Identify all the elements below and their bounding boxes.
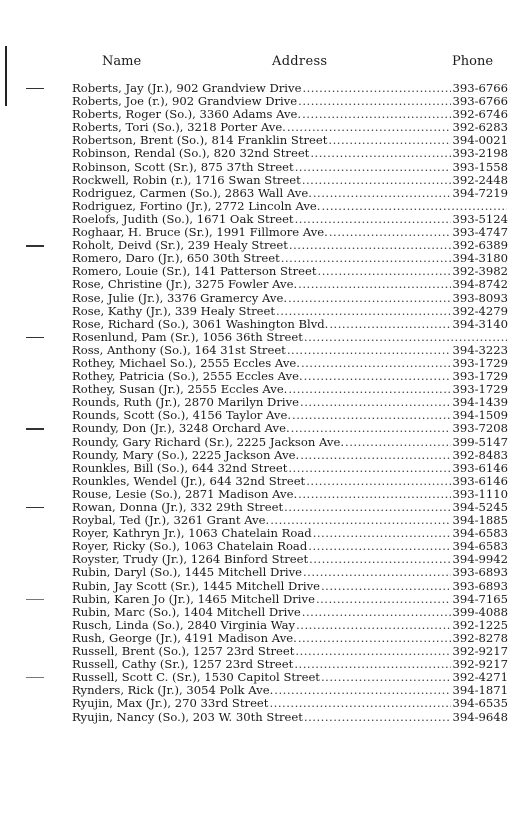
dot-leader: [269, 697, 451, 710]
list-item: [0, 200, 526, 213]
directory-entry: [72, 632, 508, 645]
directory-entry: [72, 252, 508, 265]
entry-phone: 393-1729: [452, 370, 508, 384]
entry-phone: 394-7219: [452, 186, 508, 200]
phone-column-heading: Phone: [452, 54, 494, 69]
entry-name-address: Russell, Brent (So.), 1257 23rd Street: [72, 645, 295, 659]
directory-entry: [72, 121, 508, 134]
list-item: [0, 239, 526, 252]
dot-leader: [301, 357, 452, 370]
name-column-heading: Name: [102, 54, 142, 69]
entry-name-address: Rush, George (Jr.), 4191 Madison Ave.: [72, 631, 297, 645]
list-item: [0, 265, 526, 278]
directory-entry: [72, 527, 508, 540]
directory-entry: [72, 357, 508, 370]
entry-phone: 394-5245: [452, 501, 508, 514]
entry-phone: 394-6535: [452, 697, 508, 711]
entry-name-address: Romero, Daro (Jr.), 650 30th Street: [72, 252, 280, 266]
list-item: [0, 396, 526, 409]
dot-leader: [300, 449, 451, 462]
list-item: [0, 82, 526, 95]
list-item: [0, 475, 526, 488]
dot-leader: [281, 252, 452, 265]
list-item: [0, 357, 526, 370]
entry-name-address: Rubin, Daryl (So.), 1445 Mitchell Drive: [72, 566, 302, 580]
entry-phone: 399-5147: [452, 435, 508, 449]
dot-leader: [296, 619, 451, 632]
entry-name-address: Rodriguez, Carmen (So.), 2863 Wall Ave.: [72, 186, 312, 200]
dot-leader: [304, 711, 452, 724]
list-item: [0, 462, 526, 475]
directory-entry: [72, 278, 508, 291]
list-item: [0, 540, 526, 553]
list-item: [0, 108, 526, 121]
entry-name-address: Rose, Julie (Jr.), 3376 Gramercy Ave.: [72, 291, 288, 305]
entry-phone: 393-7208: [452, 422, 508, 436]
entry-name-address: Rounkles, Bill (So.), 644 32nd Street: [72, 461, 288, 475]
list-item: [0, 632, 526, 645]
entry-phone: 394-3223: [452, 343, 508, 357]
dot-leader: [288, 292, 451, 305]
entry-phone: 393-6893: [452, 579, 508, 593]
entry-phone: 394-1871: [452, 684, 508, 698]
entry-name-address: Robertson, Brent (So.), 814 Franklin Street: [72, 134, 328, 148]
margin-tick-mark: [26, 428, 44, 429]
entry-name-address: Rodriguez, Fortino (Jr.), 2772 Lincoln Ave.: [72, 199, 321, 213]
directory-entry: [72, 174, 508, 187]
list-item: [0, 383, 526, 396]
margin-tick-mark: [26, 677, 44, 678]
entry-name-address: Rounds, Ruth (Jr.), 2870 Marilyn Drive: [72, 396, 300, 410]
entry-phone: 393-1110: [452, 487, 508, 501]
dot-leader: [321, 580, 451, 593]
entry-name-address: Royer, Ricky (So.), 1063 Chatelain Road: [72, 540, 308, 554]
entry-name-address: Roberts, Joe (r.), 902 Grandview Drive: [72, 95, 298, 109]
entry-phone: 394-1509: [452, 409, 508, 423]
address-column-heading: Address: [272, 54, 328, 69]
directory-listing: [0, 82, 526, 724]
directory-entry: [72, 161, 508, 174]
entry-name-address: Roundy, Mary (So.), 2225 Jackson Ave.: [72, 448, 300, 462]
entry-name-address: Royer, Kathryn Jr.), 1063 Chatelain Road: [72, 527, 312, 541]
directory-entry: [72, 540, 508, 553]
entry-name-address: Rose, Kathy (Jr.), 339 Healy Street: [72, 304, 276, 318]
entry-phone: 393-5124: [452, 212, 508, 226]
dot-leader: [304, 331, 507, 344]
entry-name-address: Ryujin, Max (Jr.), 270 33rd Street: [72, 697, 269, 711]
list-item: [0, 278, 526, 291]
margin-tick-mark: [26, 507, 44, 508]
directory-entry: [72, 213, 508, 226]
entry-name-address: Robinson, Scott (Sr.), 875 37th Street: [72, 160, 294, 174]
entry-name-address: Royster, Trudy (Jr.), 1264 Binford Street: [72, 553, 309, 567]
entry-phone: 393-6766: [452, 82, 508, 95]
dot-leader: [306, 475, 451, 488]
list-item: [0, 305, 526, 318]
dot-leader: [298, 632, 452, 645]
entry-phone: 393-1729: [452, 356, 508, 370]
directory-entry: [72, 370, 508, 383]
directory-entry: [72, 566, 508, 579]
margin-tick-mark: [26, 337, 44, 338]
entry-name-address: Rockwell, Robin (r.), 1716 Swan Street: [72, 173, 301, 187]
dot-leader: [302, 606, 452, 619]
list-item: [0, 134, 526, 147]
entry-phone: 392-4279: [452, 304, 508, 318]
entry-name-address: Rubin, Marc (So.), 1404 Mitchell Drive: [72, 605, 301, 619]
directory-entry: [72, 226, 508, 239]
entry-phone: 393-6766: [452, 95, 508, 109]
dot-leader: [289, 239, 452, 252]
list-item: [0, 645, 526, 658]
list-item: [0, 566, 526, 579]
entry-name-address: Roghaar, H. Bruce (Sr.), 1991 Fillmore Ave.: [72, 226, 328, 240]
entry-name-address: Rose, Christine (Jr.), 3275 Fowler Ave.: [72, 278, 298, 292]
directory-entry: [72, 265, 508, 278]
list-item: [0, 226, 526, 239]
dot-leader: [310, 147, 451, 160]
entry-phone: 394-6583: [452, 540, 508, 554]
entry-phone: 393-1729: [452, 383, 508, 397]
dot-leader: [287, 344, 452, 357]
entry-name-address: Rubin, Jay Scott (Sr.), 1445 Mitchell Drive: [72, 579, 320, 593]
dot-leader: [328, 134, 451, 147]
margin-tick-mark: [26, 245, 44, 246]
directory-entry: [72, 645, 508, 658]
entry-phone: 393-2198: [452, 147, 508, 161]
list-item: [0, 370, 526, 383]
entry-phone: 393-8093: [452, 291, 508, 305]
list-item: [0, 213, 526, 226]
entry-phone: 399-4088: [452, 605, 508, 619]
list-item: [0, 658, 526, 671]
entry-phone: 394-9942: [452, 553, 508, 567]
list-item: [0, 684, 526, 697]
entry-phone: 392-9217: [452, 658, 508, 672]
dot-leader: [288, 462, 451, 475]
dot-leader: [313, 187, 452, 200]
entry-phone: 392-4271: [452, 671, 508, 685]
directory-entry: [72, 187, 508, 200]
list-item: [0, 422, 526, 435]
entry-name-address: Rothey, Patricia (So.), 2555 Eccles Ave.: [72, 370, 303, 384]
entry-name-address: Rusch, Linda (So.), 2840 Virginia Way: [72, 618, 296, 632]
entry-name-address: Romero, Louie (Sr.), 141 Patterson Street: [72, 265, 317, 279]
dot-leader: [309, 553, 451, 566]
directory-entry: [72, 409, 508, 422]
list-item: [0, 697, 526, 710]
dot-leader: [302, 82, 451, 95]
directory-entry: [72, 436, 508, 449]
directory-entry: [72, 383, 508, 396]
directory-entry: [72, 514, 508, 527]
directory-entry: [72, 580, 508, 593]
dot-leader: [302, 174, 452, 187]
directory-entry: [72, 318, 508, 331]
entry-phone: 394-1439: [452, 396, 508, 410]
entry-name-address: Rounds, Scott (So.), 4156 Taylor Ave.: [72, 409, 292, 423]
entry-name-address: Rynders, Rick (Jr.), 3054 Polk Ave.: [72, 684, 274, 698]
dot-leader: [295, 161, 452, 174]
entry-name-address: Rubin, Karen Jo (Jr.), 1465 Mitchell Drive: [72, 592, 315, 606]
list-item: [0, 527, 526, 540]
directory-entry: [72, 239, 508, 252]
directory-entry: [72, 331, 508, 344]
list-item: [0, 187, 526, 200]
entry-phone: 394-1885: [452, 514, 508, 528]
entry-name-address: Roholt, Deivd (Sr.), 239 Healy Street: [72, 239, 288, 253]
list-item: [0, 501, 526, 514]
entry-name-address: Roberts, Jay (Jr.), 902 Grandview Drive: [72, 82, 302, 95]
dot-leader: [295, 213, 452, 226]
entry-phone: 392-6283: [452, 121, 508, 135]
directory-entry: [72, 292, 508, 305]
dot-leader: [287, 121, 452, 134]
entry-name-address: Ross, Anthony (So.), 164 31st Street: [72, 343, 286, 357]
dot-leader: [298, 95, 451, 108]
dot-leader: [303, 566, 451, 579]
entry-phone: 394-3140: [452, 317, 508, 331]
entry-phone: 394-7165: [452, 592, 508, 606]
entry-name-address: Russell, Cathy (Sr.), 1257 23rd Street: [72, 658, 294, 672]
dot-leader: [321, 200, 507, 213]
entry-phone: 392-9217: [452, 645, 508, 659]
entry-name-address: Roberts, Tori (So.), 3218 Porter Ave.: [72, 121, 286, 135]
dot-leader: [308, 540, 451, 553]
directory-entry: [72, 422, 508, 435]
dot-leader: [304, 370, 452, 383]
entry-phone: 393-6146: [452, 474, 508, 488]
directory-entry: [72, 593, 508, 606]
dot-leader: [291, 422, 452, 435]
directory-entry: [72, 82, 508, 95]
entry-name-address: Rounkles, Wendel (Jr.), 644 32nd Street: [72, 474, 306, 488]
directory-entry: [72, 606, 508, 619]
directory-entry: [72, 108, 508, 121]
list-item: [0, 711, 526, 724]
dot-leader: [316, 593, 452, 606]
entry-name-address: Ryujin, Nancy (So.), 203 W. 30th Street: [72, 710, 303, 724]
list-item: [0, 95, 526, 108]
dot-leader: [270, 514, 451, 527]
margin-tick-mark: [26, 599, 44, 600]
entry-name-address: Roberts, Roger (So.), 3360 Adams Ave.: [72, 108, 302, 122]
entry-phone: 392-3982: [452, 265, 508, 279]
entry-name-address: Roundy, Don (Jr.), 3248 Orchard Ave.: [72, 422, 290, 436]
directory-entry: [72, 501, 508, 514]
directory-entry: [72, 697, 508, 710]
entry-phone: 392-1225: [452, 618, 508, 632]
list-item: [0, 344, 526, 357]
list-item: [0, 121, 526, 134]
list-item: [0, 593, 526, 606]
dot-leader: [329, 226, 452, 239]
directory-entry: [72, 488, 508, 501]
list-item: [0, 409, 526, 422]
list-item: [0, 449, 526, 462]
entry-name-address: Rose, Richard (So.), 3061 Washington Blvd.: [72, 317, 329, 331]
list-item: [0, 174, 526, 187]
dot-leader: [274, 684, 451, 697]
entry-phone: 393-1558: [452, 160, 508, 174]
entry-name-address: Rowan, Donna (Jr.), 332 29th Street: [72, 501, 284, 514]
directory-entry: [72, 684, 508, 697]
list-item: [0, 514, 526, 527]
dot-leader: [292, 409, 451, 422]
directory-entry: [72, 658, 508, 671]
dot-leader: [318, 265, 452, 278]
directory-entry: [72, 462, 508, 475]
list-item: [0, 671, 526, 684]
directory-entry: [72, 619, 508, 632]
list-item: [0, 292, 526, 305]
list-item: [0, 252, 526, 265]
entry-phone: 394-0021: [452, 134, 508, 148]
list-item: [0, 619, 526, 632]
entry-name-address: Rosenlund, Pam (Sr.), 1056 36th Street: [72, 330, 303, 344]
directory-entry: [72, 134, 508, 147]
dot-leader: [288, 383, 451, 396]
entry-phone: 394-9648: [452, 710, 508, 724]
dot-leader: [313, 527, 452, 540]
entry-phone: 394-6583: [452, 527, 508, 541]
entry-name-address: Rouse, Lesie (So.), 2871 Madison Ave.: [72, 487, 298, 501]
dot-leader: [329, 318, 451, 331]
dot-leader: [284, 501, 451, 514]
column-header: [0, 54, 526, 72]
directory-entry: [72, 671, 508, 684]
entry-name-address: Rothey, Michael So.), 2555 Eccles Ave.: [72, 356, 300, 370]
dot-leader: [345, 436, 451, 449]
entry-phone: 392-6746: [452, 108, 508, 122]
directory-entry: [72, 396, 508, 409]
list-item: [0, 580, 526, 593]
entry-name-address: Roundy, Gary Richard (Sr.), 2225 Jackson Ave.: [72, 435, 345, 449]
entry-name-address: Roybal, Ted (Jr.), 3261 Grant Ave.: [72, 514, 270, 528]
directory-entry: [72, 147, 508, 160]
list-item: [0, 488, 526, 501]
list-item: [0, 161, 526, 174]
dot-leader: [295, 645, 451, 658]
entry-phone: 393-6146: [452, 461, 508, 475]
directory-entry: [72, 449, 508, 462]
directory-entry: [72, 711, 508, 724]
entry-phone: 394-3180: [452, 252, 508, 266]
dot-leader: [298, 488, 451, 501]
directory-entry: [72, 305, 508, 318]
entry-phone: 394-8742: [452, 278, 508, 292]
directory-entry: [72, 553, 508, 566]
directory-entry: [72, 200, 508, 213]
list-item: [0, 147, 526, 160]
dot-leader: [276, 305, 451, 318]
directory-entry: [72, 475, 508, 488]
entry-name-address: Robinson, Rendal (So.), 820 32nd Street: [72, 147, 310, 161]
dot-leader: [298, 278, 451, 291]
entry-phone: 392-8483: [452, 448, 508, 462]
entry-name-address: Rothey, Susan (Jr.), 2555 Eccles Ave.: [72, 383, 288, 397]
margin-tick-mark: [26, 88, 44, 89]
list-item: [0, 553, 526, 566]
entry-phone: 392-8278: [452, 631, 508, 645]
list-item: [0, 331, 526, 344]
list-item: [0, 436, 526, 449]
dot-leader: [300, 396, 451, 409]
dot-leader: [321, 671, 451, 684]
dot-leader: [294, 658, 451, 671]
entry-phone: 392-2448: [452, 173, 508, 187]
entry-phone: 393-6893: [452, 566, 508, 580]
directory-entry: [72, 344, 508, 357]
entry-name-address: Russell, Scott C. (Sr.), 1530 Capitol Street: [72, 671, 320, 685]
directory-entry: [72, 95, 508, 108]
list-item: [0, 606, 526, 619]
entry-phone: 393-4747: [452, 226, 508, 240]
entry-name-address: Roelofs, Judith (So.), 1671 Oak Street: [72, 212, 294, 226]
list-item: [0, 318, 526, 331]
entry-phone: 392-6389: [452, 239, 508, 253]
dot-leader: [302, 108, 451, 121]
